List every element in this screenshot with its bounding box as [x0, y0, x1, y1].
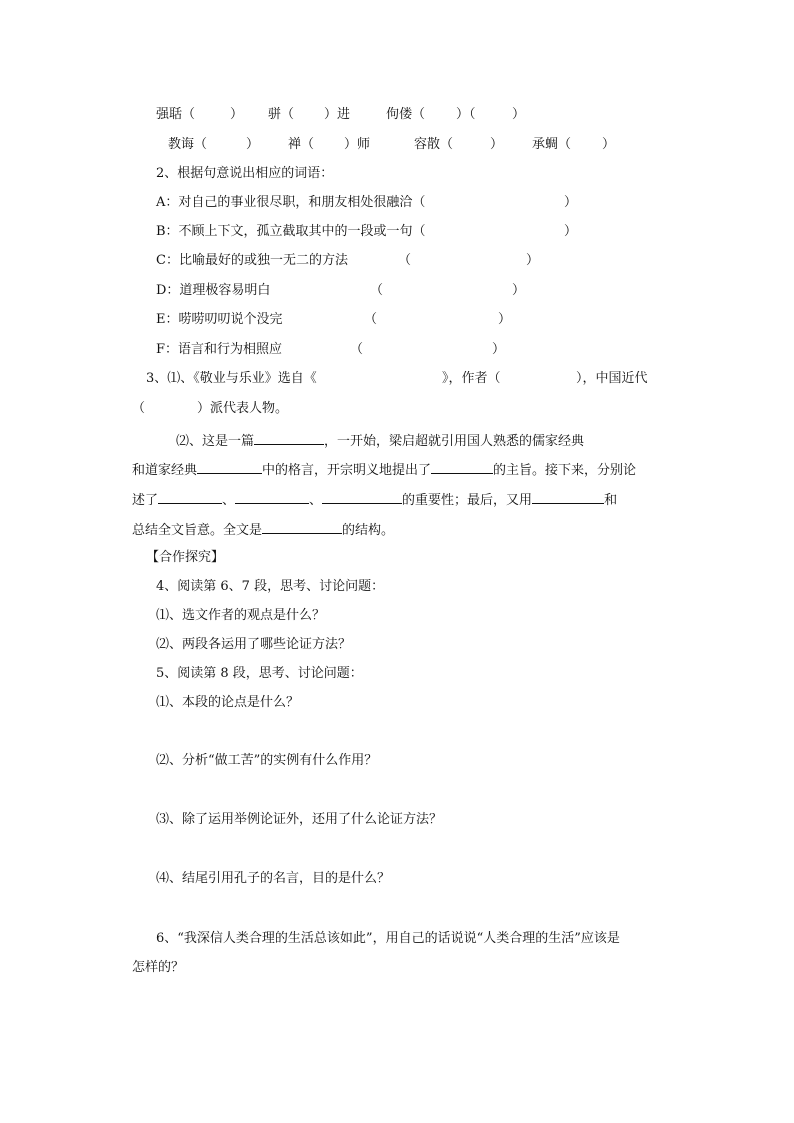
- q2-item-c-close: ）: [526, 253, 540, 268]
- word-qiangguo-close: ）: [230, 107, 244, 122]
- q3-p2-text: 、: [309, 493, 323, 508]
- q3-p2-text: 、: [222, 493, 236, 508]
- q2-item-e: E：唠唠叨叨说个没完: [156, 312, 283, 327]
- word-chengtiao-close: ）: [602, 137, 616, 152]
- blank-7[interactable]: [532, 490, 604, 504]
- q3-p2-text: 述了: [132, 493, 159, 508]
- q5-title: 5、阅读第 8 段，思考、讨论问题：: [156, 666, 363, 681]
- q3-p2-text: 的结构。: [342, 523, 395, 538]
- q2-item-b: B：不顾上下文，孤立截取其中的一段或一句（: [156, 224, 426, 239]
- q3-line1-c: ），中国近代: [576, 371, 648, 386]
- q4-sub-2: ⑵、两段各运用了哪些论证方法？: [156, 637, 352, 652]
- q5-sub-3: ⑶、除了运用举例论证外，还用了什么论证方法？: [156, 812, 443, 827]
- q4-sub-1: ⑴、选文作者的观点是什么？: [156, 608, 326, 623]
- q2-item-f: F：语言和行为相照应: [156, 342, 283, 357]
- blank-8[interactable]: [262, 520, 342, 534]
- q5-sub-1: ⑴、本段的论点是什么？: [156, 695, 300, 710]
- q2-item-e-open: （: [364, 312, 378, 327]
- word-goulou-close: ）: [512, 107, 526, 122]
- blank-1[interactable]: [254, 431, 324, 445]
- q3-p2-text: 和道家经典: [132, 463, 198, 478]
- word-chanshi: 禅（: [288, 137, 315, 152]
- q3-p2-text: 和: [604, 493, 618, 508]
- q2-item-b-close: ）: [564, 224, 578, 239]
- blank-6[interactable]: [322, 490, 402, 504]
- q3-part2-line2: [132, 460, 636, 478]
- q2-item-d-close: ）: [512, 283, 526, 298]
- word-rongsan: 容散（: [414, 137, 454, 152]
- q2-item-a: A：对自己的事业很尽职，和朋友相处很融洽（: [156, 195, 426, 210]
- word-pianjin: 骈（: [268, 107, 295, 122]
- q3-line1-b: 》，作者（: [442, 371, 501, 386]
- q2-item-f-open: （: [350, 342, 364, 357]
- q3-p2-text: 总结全文旨意。全文是: [132, 523, 263, 538]
- q6-line1: 6、“我深信人类合理的生活总该如此”，用自己的话说说“人类合理的生活”应该是: [156, 931, 620, 946]
- q3-part2-line4: [132, 520, 394, 538]
- word-rongsan-close: ）: [490, 137, 504, 152]
- q2-item-c-open: （: [398, 253, 412, 268]
- q2-title: 2、根据句意说出相应的词语：: [156, 166, 334, 181]
- q3-p2-text: ，一开始，梁启超就引用国人熟悉的儒家经典: [324, 434, 585, 449]
- q3-p2-text: 的重要性；最后，又用: [402, 493, 533, 508]
- word-goulou-mid: ）（: [456, 107, 476, 122]
- q2-item-d: D：道理极容易明白: [156, 283, 271, 298]
- word-pianjin-close: ）进: [324, 107, 351, 122]
- q2-item-d-open: （: [370, 283, 384, 298]
- word-qiangguo: 强聒（: [156, 107, 196, 122]
- q4-title: 4、阅读第 6、7 段，思考、讨论问题：: [156, 579, 385, 594]
- q2-item-f-close: ）: [492, 342, 506, 357]
- q3-p2-text: ⑵、这是一篇: [176, 434, 255, 449]
- q3-p2-text: 的主旨。接下来，分别论: [493, 463, 637, 478]
- q3-part2-line1: [176, 431, 584, 449]
- q2-item-c: C：比喻最好的或独一无二的方法: [156, 253, 348, 268]
- blank-4[interactable]: [158, 490, 222, 504]
- q6-line2: 怎样的？: [132, 960, 185, 975]
- blank-2[interactable]: [197, 460, 262, 474]
- word-jiaohui: 教诲（: [168, 137, 208, 152]
- word-chanshi-close: ）师: [344, 137, 371, 152]
- word-goulou: 佝偻（: [386, 107, 426, 122]
- q3-p2-text: 中的格言，开宗明义地提出了: [262, 463, 432, 478]
- blank-3[interactable]: [431, 460, 493, 474]
- q3-line2: （ ）派代表人物。: [132, 401, 289, 416]
- q3-line1-a: 3、⑴、《敬业与乐业》选自《: [146, 371, 317, 386]
- q2-item-a-close: ）: [564, 195, 578, 210]
- section-heading-cooperation: 【合作探究】: [146, 550, 225, 565]
- word-jiaohui-close: ）: [246, 137, 260, 152]
- q3-part2-line3: [132, 490, 617, 508]
- word-chengtiao: 承蜩（: [532, 137, 572, 152]
- blank-5[interactable]: [235, 490, 309, 504]
- q2-item-e-close: ）: [498, 312, 512, 327]
- q5-sub-4: ⑷、结尾引用孔子的名言，目的是什么？: [156, 871, 391, 886]
- q5-sub-2: ⑵、分析“做工苦”的实例有什么作用？: [156, 753, 378, 768]
